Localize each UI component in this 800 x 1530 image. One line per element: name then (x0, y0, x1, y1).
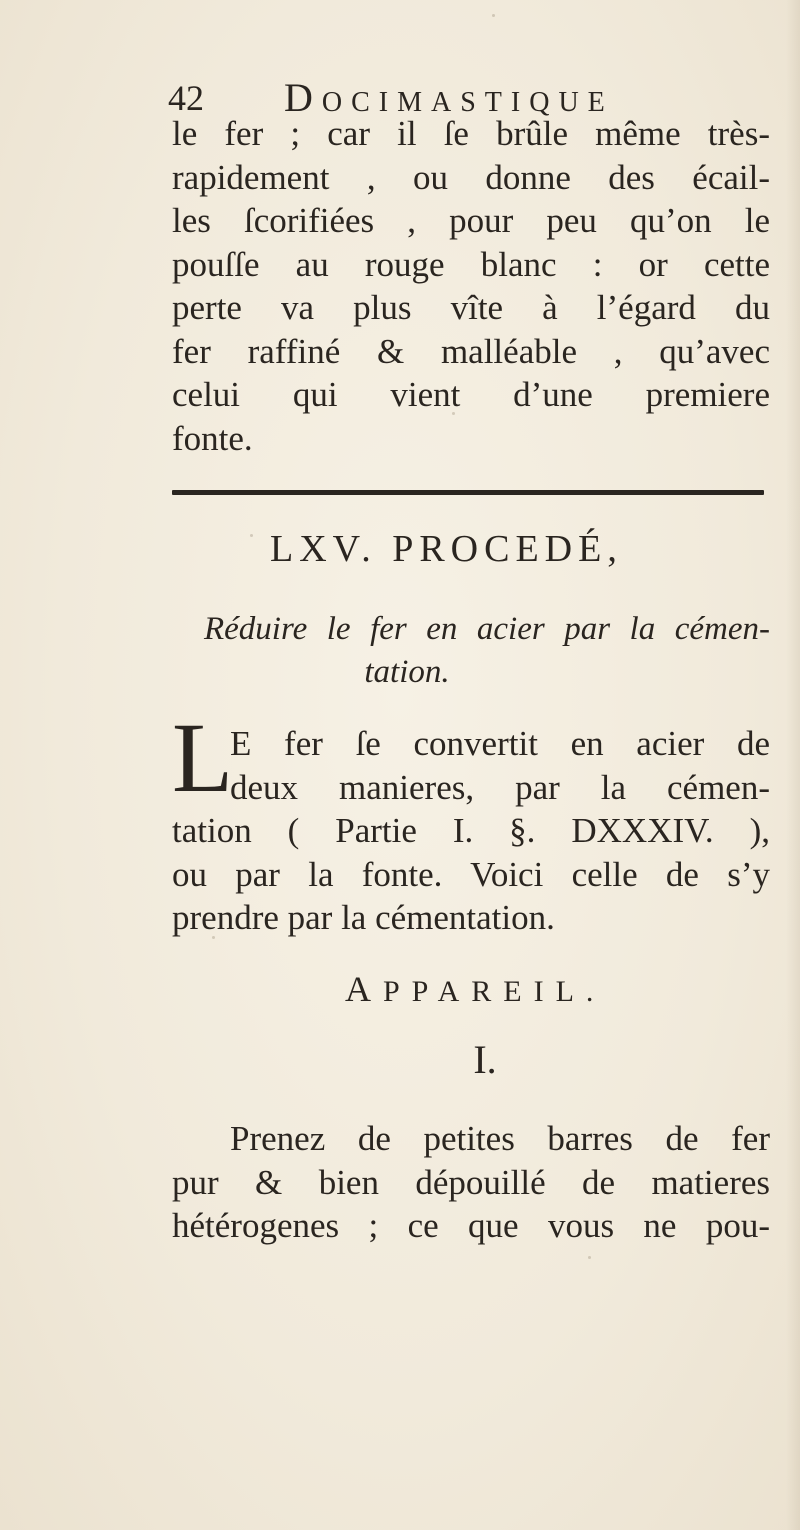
drop-cap: L (172, 702, 234, 813)
section-subtitle-line-2: tation. (364, 654, 450, 690)
appareil-initial: A (345, 969, 383, 1009)
text-line: prendre par la cémentation. (172, 898, 555, 937)
text-line: perte va plus vîte à l’égard du (172, 288, 770, 327)
appareil-rest: PPAREIL. (383, 975, 606, 1008)
text-line: rapidement , ou donne des écail- (172, 157, 770, 197)
text-line: le fer ; car il ſe brûle même très- (172, 114, 770, 153)
page-number: 42 (168, 78, 204, 118)
section-heading: LXV. PROCEDÉ, (270, 528, 623, 570)
appareil-heading (345, 964, 645, 1014)
text-line: E fer ſe convertit en acier de (230, 724, 770, 763)
paper-speck (250, 534, 253, 537)
text-line: pouſſe au rouge blanc : or cette (172, 244, 770, 284)
running-title-initial: D (284, 75, 322, 120)
running-title-rest: OCIMASTIQUE (321, 87, 614, 118)
paragraph-step-one (172, 1117, 770, 1248)
text-line: hétérogenes ; ce que vous ne pou- (172, 1206, 770, 1245)
paper-speck (588, 1256, 591, 1259)
text-line: Prenez de petites barres de fer (230, 1119, 770, 1158)
step-numeral: I. (473, 1037, 497, 1082)
text-line: celui qui vient d’une premiere (172, 375, 770, 414)
paragraph-continuation (172, 112, 770, 460)
text-line: tation ( Partie I. §. DXXXIV. ), (172, 811, 770, 850)
text-line: les ſcorifiées , pour peu qu’on le (172, 201, 770, 240)
text-line: fer raffiné & malléable , qu’avec (172, 331, 770, 371)
text-line: fonte. (172, 418, 253, 458)
paper-speck (452, 412, 455, 415)
section-subtitle-line-1: Réduire le fer en acier par la cémen- (204, 611, 770, 647)
page-edge-shadow (786, 0, 800, 1530)
text-line: deux manieres, par la cémen- (230, 767, 770, 807)
text-line: pur & bien dépouillé de matieres (172, 1162, 770, 1202)
text-line: ou par la fonte. Voici celle de s’y (172, 854, 770, 894)
section-divider-rule (172, 490, 764, 495)
paragraph-procedure-intro (172, 722, 770, 940)
paper-speck (492, 14, 495, 17)
paper-speck (212, 936, 215, 939)
